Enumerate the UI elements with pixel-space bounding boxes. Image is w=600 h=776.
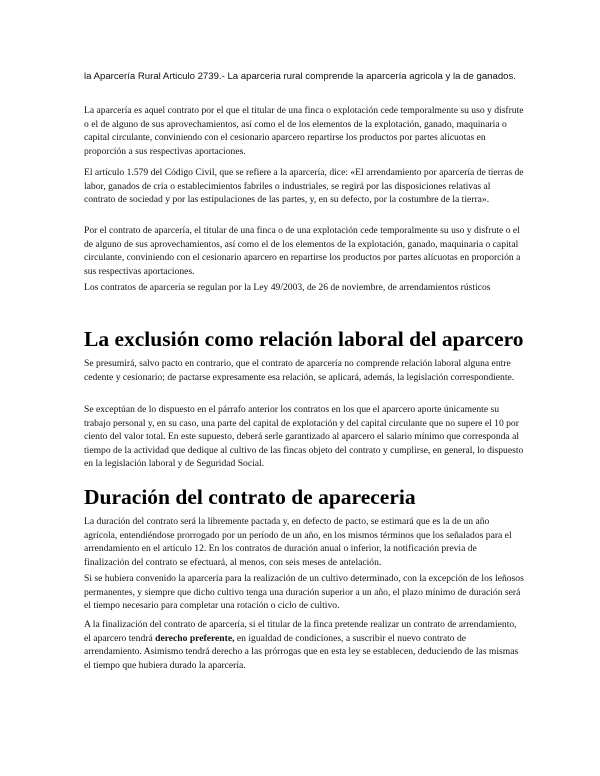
paragraph-presuncion: Se presumirá, salvo pacto en contrario, que el contrato de aparcería no comprende relación laboral alguna entre cedente y cesionario; de pactarse expresamente esa relación, se aplicará, además, la legislación correspondiente. (84, 358, 515, 383)
paragraph-ley: Los contratos de aparcería se regulan por la Ley 49/2003, de 26 de noviembre, de arrendamientos rústicos (84, 282, 491, 293)
paragraph-excepciones: Se exceptúan de lo dispuesto en el párrafo anterior los contratos en los que el aparcero aporte únicamente su trabajo personal y, en su caso, una parte del capital de explotación y del capital circulante que no supere el 10 por ciento del valor total. En este supuesto, deberá serle garantizado al aparcero el salario mínimo que corresponda al tiempo de la actividad que dedique al cultivo de las fincas objeto del contrato y cumplirse, en general, lo dispuesto en la legislación laboral y de Seguridad Social. (84, 404, 524, 470)
heading-exclusion-laboral: La exclusión como relación laboral del aparcero (84, 327, 524, 351)
paragraph-codigo-civil: El artículo 1.579 del Código Civil, que se refiere a la aparcería, dice: «El arrendamiento por aparcería de tierras de labor, ganados de cría o establecimientos fabriles o industriales, se regirá por las disposiciones relativas al contrato de sociedad y por las estipulaciones de las partes, y, en su defecto, por la costumbre de la tierra». (84, 167, 524, 206)
finalizacion-text-start: A la finalización del contrato de aparcería, si el titular de la finca pretende realizar un contrato de arrendamiento, el aparcero tendrá (84, 619, 517, 644)
heading-duracion: Duración del contrato de apareceria (84, 485, 416, 509)
paragraph-definition: La aparcería es aquel contrato por el que el titular de una finca o explotación cede temporalmente su uso y disfrute o el de alguno de sus aprovechamientos, así como el de los elementos de la explotación, ganado, maquinaria o capital circulante, conviniendo con el cesionario aparcero repartirse los productos por partes alícuotas en proporción a sus respectivas aportaciones. (84, 105, 524, 157)
derecho-preferente-bold: derecho preferente, (155, 632, 235, 644)
paragraph-contrato-aparceria: Por el contrato de aparcería, el titular de una finca o de una explotación cede temporalmente su uso y disfrute o el de alguno de sus aprovechamientos, así como el de los elementos de la explotación, ganado, maquinaria o capital circulante, conviniendo con el cesionario aparcero en repartirse los productos por partes alícuotas en proporción a sus respectivas aportaciones. (84, 225, 521, 277)
paragraph-cultivo-determinado: Si se hubiera convenido la aparcería para la realización de un cultivo determinado, con la excepción de los leñosos permanentes, y siempre que dicho cultivo tenga una duración superior a un año, el plazo mínimo de duración será el tiempo necesario para completar una rotación o ciclo de cultivo. (84, 573, 524, 612)
paragraph-finalizacion (84, 618, 524, 672)
paragraph-duracion-pactada: La duración del contrato será la libremente pactada y, en defecto de pacto, se estimará que es la de un año agrícola, entendiéndose prorrogado por un período de un año, en los mismos términos que los señalados para el arrendamiento en el artículo 12. En los contratos de duración anual o inferior, la notificación previa de finalización del contrato se efectuará, al menos, con seis meses de antelación. (84, 516, 512, 568)
finalizacion-text-end: en igualdad de condiciones, a suscribir el nuevo contrato de arrendamiento. Asimismo tendrá derecho a las prórrogas que en esta ley se establecen, deduciendo de las mismas el tiempo que hubiera durado la aparcería. (84, 632, 519, 671)
intro-line: la Aparcería Rural Articulo 2739.- La aparceria rural comprende la aparcería agricola y la de ganados. (84, 71, 516, 82)
